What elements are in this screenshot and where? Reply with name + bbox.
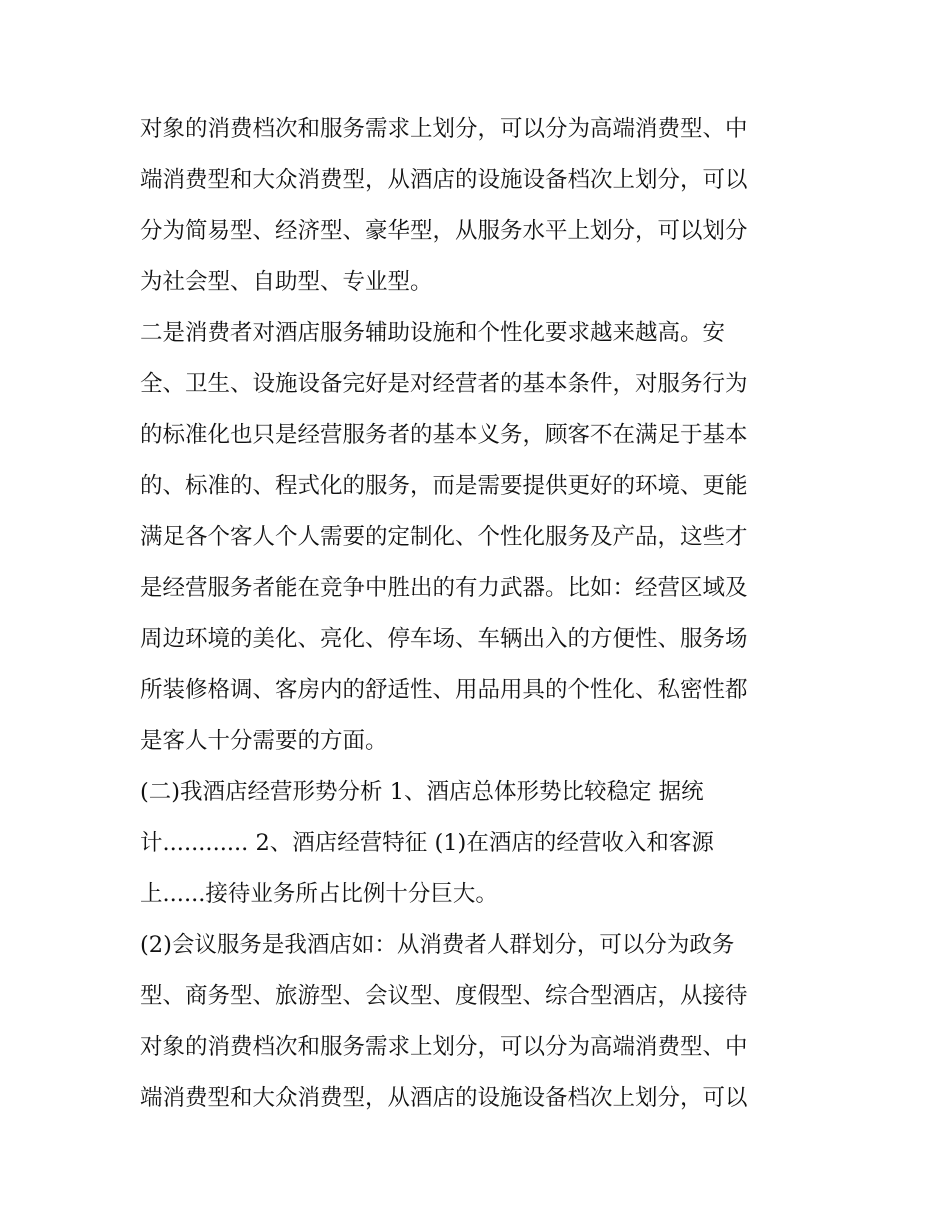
text-line: 周边环境的美化、亮化、停车场、车辆出入的方便性、服务场 bbox=[140, 626, 748, 652]
text-line: 全、卫生、设施设备完好是对经营者的基本条件，对服务行为 bbox=[140, 371, 748, 397]
text-line: (二)我酒店经营形势分析 1、酒店总体形势比较稳定 据统 bbox=[140, 779, 704, 805]
text-line: 上......接待业务所占比例十分巨大。 bbox=[140, 881, 498, 907]
text-line: 的、标准的、程式化的服务，而是需要提供更好的环境、更能 bbox=[140, 473, 748, 499]
text-line: 是经营服务者能在竞争中胜出的有力武器。比如：经营区域及 bbox=[140, 575, 748, 601]
text-line: 对象的消费档次和服务需求上划分，可以分为高端消费型、中 bbox=[140, 1034, 748, 1060]
text-line: 分为简易型、经济型、豪华型，从服务水平上划分，可以划分 bbox=[140, 218, 748, 244]
text-line: 满足各个客人个人需要的定制化、个性化服务及产品，这些才 bbox=[140, 524, 748, 550]
text-line: 对象的消费档次和服务需求上划分，可以分为高端消费型、中 bbox=[140, 116, 748, 142]
text-line: 计............ 2、酒店经营特征 (1)在酒店的经营收入和客源 bbox=[140, 830, 714, 856]
text-line: (2)会议服务是我酒店如：从消费者人群划分，可以分为政务 bbox=[140, 932, 735, 958]
text-line: 为社会型、自助型、专业型。 bbox=[140, 269, 433, 295]
text-line: 的标准化也只是经营服务者的基本义务，顾客不在满足于基本 bbox=[140, 422, 748, 448]
document-page bbox=[140, 104, 820, 1124]
text-line: 端消费型和大众消费型，从酒店的设施设备档次上划分，可以 bbox=[140, 1085, 748, 1111]
text-line: 所装修格调、客房内的舒适性、用品用具的个性化、私密性都 bbox=[140, 677, 748, 703]
text-line: 端消费型和大众消费型，从酒店的设施设备档次上划分，可以 bbox=[140, 167, 748, 193]
text-line: 是客人十分需要的方面。 bbox=[140, 728, 388, 754]
text-line: 型、商务型、旅游型、会议型、度假型、综合型酒店，从接待 bbox=[140, 983, 748, 1009]
text-line: 二是消费者对酒店服务辅助设施和个性化要求越来越高。安 bbox=[140, 320, 726, 346]
